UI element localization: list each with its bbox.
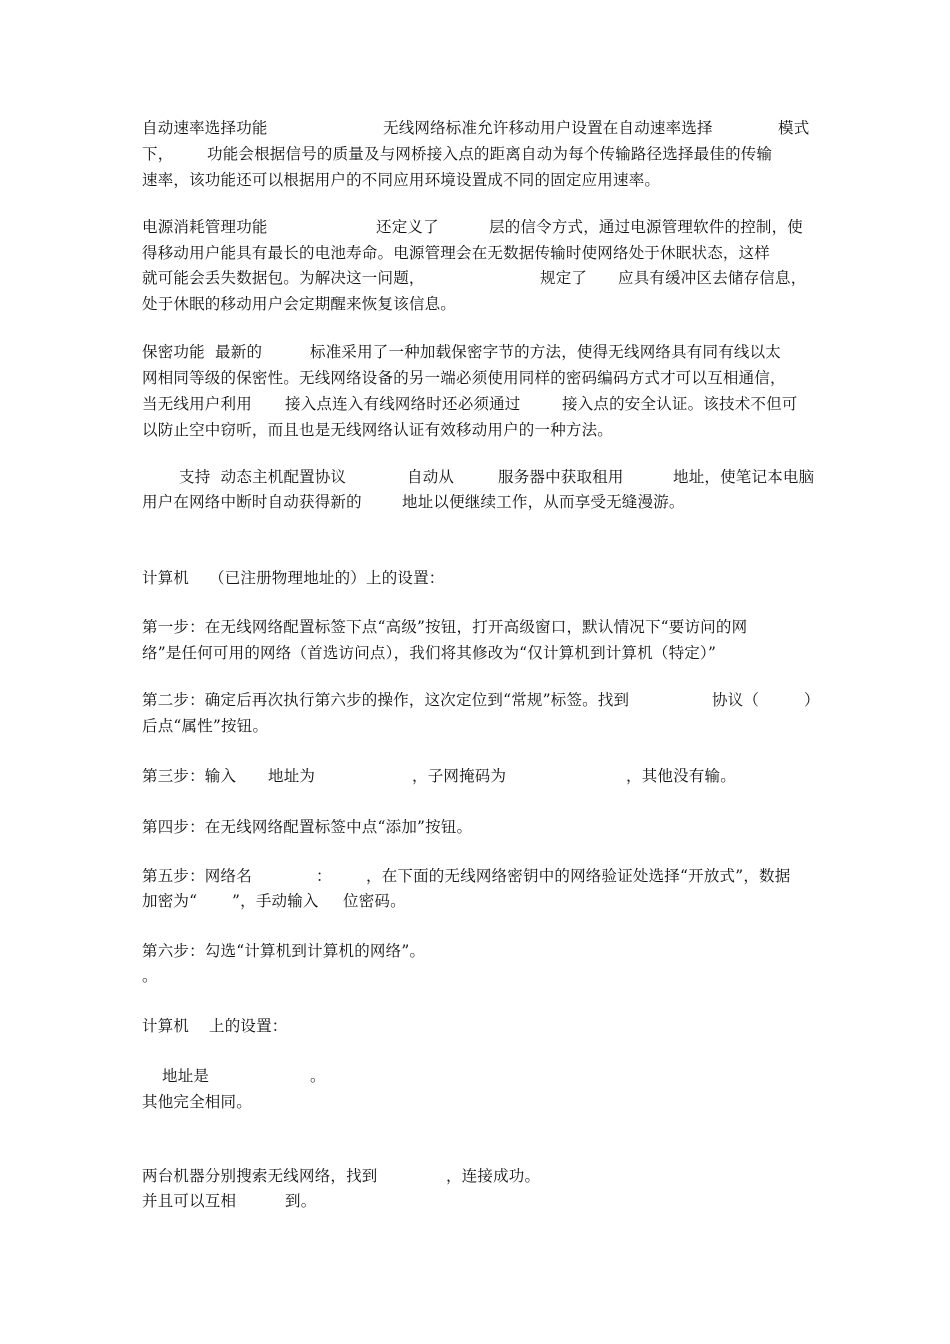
text-line: 并且可以互相 bbox=[142, 1192, 237, 1210]
text-line: 两台机器分别搜索无线网络，找到 bbox=[142, 1167, 378, 1185]
text-line: ） bbox=[804, 691, 820, 709]
text-line: 应具有缓冲区去储存信息， bbox=[618, 269, 807, 287]
text-line: 第一步：在无线网络配置标签下点“高级”按钮，打开高级窗口，默认情况下“要访问的网 bbox=[142, 618, 748, 636]
text-line: 上的设置： bbox=[209, 1017, 288, 1035]
text-line: 处于休眠的移动用户会定期醒来恢复该信息。 bbox=[142, 295, 457, 313]
text-line: 。 bbox=[142, 967, 158, 985]
text-line: 地址是 bbox=[162, 1067, 210, 1085]
text-line: 接入点的安全认证。该技术不但可 bbox=[562, 395, 798, 413]
text-line: 规定了 bbox=[540, 269, 588, 287]
text-line: 保密功能 最新的 bbox=[142, 343, 263, 361]
text-line: ，子网掩码为 bbox=[412, 767, 507, 785]
text-line: 第二步：确定后再次执行第六步的操作，这次定位到“常规”标签。找到 bbox=[142, 691, 630, 709]
text-line: 后点“属性”按钮。 bbox=[142, 717, 269, 735]
text-line: 下， bbox=[142, 145, 174, 163]
text-line: 计算机 bbox=[142, 569, 190, 587]
text-line: 加密为“ bbox=[142, 892, 198, 910]
text-line: ： bbox=[316, 867, 332, 885]
text-line: 其他完全相同。 bbox=[142, 1093, 252, 1111]
text-line: 计算机 bbox=[142, 1017, 190, 1035]
text-line: 协议（ bbox=[712, 691, 760, 709]
text-line: 无线网络标准允许移动用户设置在自动速率选择 bbox=[383, 119, 713, 137]
text-line: 自动从 bbox=[407, 468, 455, 486]
text-line: ，其他没有输。 bbox=[626, 767, 736, 785]
text-line: 。 bbox=[310, 1067, 326, 1085]
text-line: 地址为 bbox=[268, 767, 316, 785]
text-line: 支持 动态主机配置协议 bbox=[179, 468, 347, 486]
text-line: 地址，使笔记本电脑 bbox=[673, 468, 815, 486]
text-line: ”，手动输入 bbox=[232, 892, 319, 910]
text-line: 自动速率选择功能 bbox=[142, 119, 268, 137]
text-line: ，在下面的无线网络密钥中的网络验证处选择“开放式”，数据 bbox=[366, 867, 791, 885]
text-line: 服务器中获取租用 bbox=[498, 468, 624, 486]
text-line: 位密码。 bbox=[343, 892, 406, 910]
text-line: 地址以便继续工作，从而享受无缝漫游。 bbox=[402, 493, 685, 511]
text-line: 第六步：勾选“计算机到计算机的网络”。 bbox=[142, 942, 426, 960]
text-line: 接入点连入有线网络时还必须通过 bbox=[285, 395, 521, 413]
text-line: 第四步：在无线网络配置标签中点“添加”按钮。 bbox=[142, 818, 473, 836]
text-line: 第三步：输入 bbox=[142, 767, 237, 785]
text-line: 还定义了 bbox=[376, 218, 439, 236]
text-line: 网相同等级的保密性。无线网络设备的另一端必须使用同样的密码编码方式才可以互相通信， bbox=[142, 369, 786, 387]
text-line: 速率，该功能还可以根据用户的不同应用环境设置成不同的固定应用速率。 bbox=[142, 171, 661, 189]
text-line: 到。 bbox=[285, 1192, 317, 1210]
text-line: 电源消耗管理功能 bbox=[142, 218, 268, 236]
text-line: 模式 bbox=[778, 119, 810, 137]
text-line: 功能会根据信号的质量及与网桥接入点的距离自动为每个传输路径选择最佳的传输 bbox=[207, 145, 773, 163]
text-line: 第五步：网络名 bbox=[142, 867, 252, 885]
text-line: 当无线用户利用 bbox=[142, 395, 252, 413]
text-line: （已注册物理地址的）上的设置： bbox=[209, 569, 445, 587]
text-line: 层的信令方式，通过电源管理软件的控制，使 bbox=[489, 218, 804, 236]
text-line: 络”是任何可用的网络（首选访问点），我们将其修改为“仅计算机到计算机（特定）” bbox=[142, 644, 717, 662]
text-line: ，连接成功。 bbox=[446, 1167, 541, 1185]
text-line: 以防止空中窃听，而且也是无线网络认证有效移动用户的一种方法。 bbox=[142, 421, 614, 439]
text-line: 就可能会丢失数据包。为解决这一问题， bbox=[142, 269, 425, 287]
text-line: 用户在网络中断时自动获得新的 bbox=[142, 493, 362, 511]
text-line: 标准采用了一种加载保密字节的方法，使得无线网络具有同有线以太 bbox=[310, 343, 782, 361]
text-line: 得移动用户能具有最长的电池寿命。电源管理会在无数据传输时使网络处于休眠状态，这样 bbox=[142, 244, 771, 262]
